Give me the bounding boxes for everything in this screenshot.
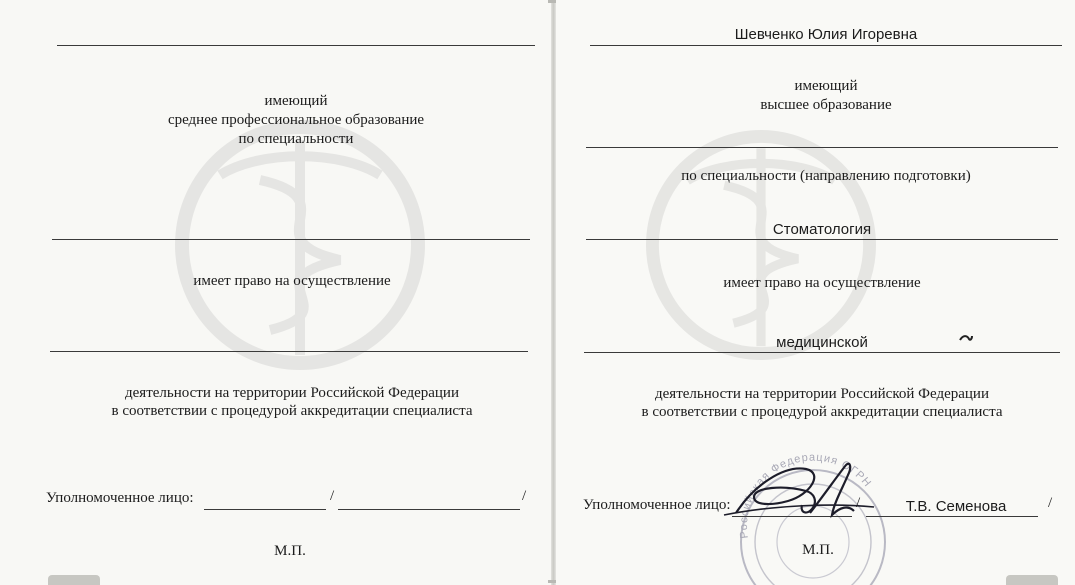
right-to-text: имеет право на осуществление <box>193 273 391 289</box>
specialty-line <box>586 239 1058 240</box>
signer-name: Т.В. Семенова <box>905 498 1007 515</box>
specialty-caption: по специальности (направлению подготовки) <box>681 168 971 184</box>
activity-text-1: деятельности на территории Российской Федерации <box>125 385 459 401</box>
right-page <box>556 0 1075 585</box>
activity-text-2: в соответствии с процедурой аккредитации специалиста <box>641 404 1003 420</box>
ink-mark-icon <box>958 333 974 343</box>
authorized-person-label: Уполномоченное лицо: <box>46 490 194 506</box>
signature-slash-1: / <box>856 495 861 511</box>
activity-kind-line <box>584 352 1060 353</box>
specialty-caption: по специальности <box>238 131 354 147</box>
page-corner-tab <box>48 575 100 585</box>
page-corner-tab <box>1006 575 1058 585</box>
holder-name-line <box>590 45 1062 46</box>
signature-blank-line <box>204 509 326 510</box>
activity-blank-line <box>50 351 528 352</box>
specialty-blank-line <box>52 239 530 240</box>
mention-line-1: имеющий <box>264 93 328 109</box>
activity-kind-value: медицинской <box>776 334 868 351</box>
caduceus-watermark-icon <box>150 120 450 370</box>
signature-slash-1: / <box>330 488 335 504</box>
stamp-place-label: М.П. <box>802 542 834 558</box>
mention-line-1: имеющий <box>794 78 858 94</box>
signature-slash-2: / <box>1048 495 1053 511</box>
education-blank-line <box>586 147 1058 148</box>
education-level-text: среднее профессиональное образование <box>167 112 425 128</box>
caduceus-watermark-icon <box>616 130 906 360</box>
name-blank-line <box>338 509 520 510</box>
activity-text-2: в соответствии с процедурой аккредитации специалиста <box>111 403 473 419</box>
top-blank-line <box>57 45 535 46</box>
signature-slash-2: / <box>522 488 527 504</box>
handwritten-signature <box>714 455 884 530</box>
holder-name: Шевченко Юлия Игоревна <box>734 26 918 43</box>
right-to-text: имеет право на осуществление <box>723 275 921 291</box>
authorized-person-label: Уполномоченное лицо: <box>583 497 731 513</box>
specialty-value: Стоматология <box>772 221 872 238</box>
stamp-place-label: М.П. <box>274 543 306 559</box>
education-level-text: высшее образование <box>760 97 892 113</box>
seal-ring-text: Российская Федерация ОГРН <box>737 452 874 540</box>
activity-text-1: деятельности на территории Российской Федерации <box>655 386 989 402</box>
signer-name-line <box>866 516 1038 517</box>
